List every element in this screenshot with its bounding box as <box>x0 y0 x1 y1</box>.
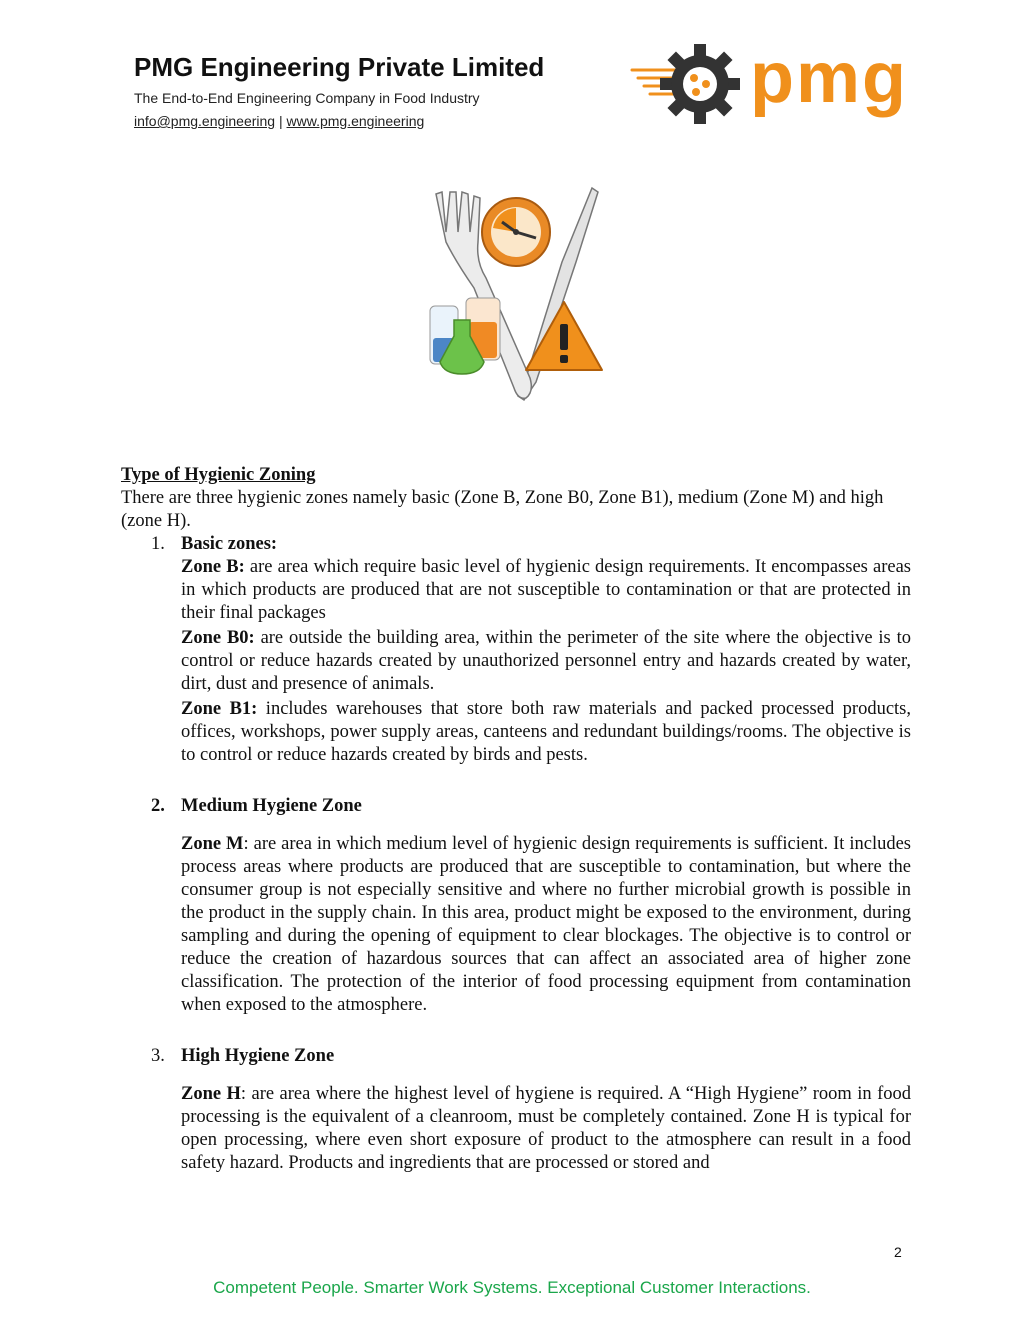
zone-paragraph <box>181 627 911 696</box>
contact-line <box>134 113 424 129</box>
page-number: 2 <box>894 1244 902 1260</box>
list-item <box>121 795 911 1017</box>
main-content <box>121 464 911 1175</box>
list-item <box>121 1045 911 1175</box>
lab-flasks-icon <box>430 298 500 374</box>
zone-label: Zone H <box>181 1084 241 1104</box>
company-tagline: The End-to-End Engineering Company in Food Industry <box>134 90 480 106</box>
zone-text: are outside the building area, within the perimeter of the site where the objective is to control or reduce hazards created by unauthorized personnel entry and hazards created by water, dirt, dust and presence of animals. <box>181 628 911 694</box>
clock-icon <box>482 198 550 266</box>
zone-text: are area which require basic level of hygienic design requirements. It encompasses areas in which products are produced that are not susceptible to contamination or that are protected in their final packages <box>181 557 911 623</box>
section-heading: Type of Hygienic Zoning <box>121 465 316 485</box>
zone-text: : are area in which medium level of hygienic design requirements is sufficient. It includes process areas where products are produced that are susceptible to contamination, but where the consumer group is not especially sensitive and where no further microbial growth is possible in the product in the supply chain. In this area, product might be exposed to the environment, during sampling and during the opening of equipment to clear blockages. The objective is to control or reduce the creation of hazardous sources that can affect an associated area of higher zone classification. The protection of the interior of food processing equipment from contamination when exposed to the atmosphere. <box>181 834 911 1015</box>
zone-paragraph <box>181 698 911 767</box>
list-item <box>121 533 911 767</box>
zone-text: includes warehouses that store both raw materials and packed processed products, offices, workshops, power supply areas, canteens and redundant buildings/rooms. The objective is to control or reduce hazards created by birds and pests. <box>181 699 911 765</box>
zone-label: Zone B: <box>181 557 245 577</box>
hygiene-illustration <box>426 182 602 404</box>
logo-wordmark: pmg <box>750 38 908 118</box>
contact-separator: | <box>278 113 283 129</box>
footer-slogan: Competent People. Smarter Work Systems. Exceptional Customer Interactions. <box>213 1278 811 1297</box>
list-number: 1. <box>151 534 165 554</box>
company-name: PMG Engineering Private Limited <box>134 52 545 82</box>
zone-label: Zone M <box>181 834 244 854</box>
item-title: High Hygiene Zone <box>181 1046 335 1066</box>
zone-paragraph <box>181 1083 911 1175</box>
intro-paragraph: There are three hygienic zones namely basic (Zone B, Zone B0, Zone B1), medium (Zone M) and high (zone H). <box>121 488 884 531</box>
zone-paragraph <box>181 833 911 1017</box>
zone-label: Zone B0: <box>181 628 255 648</box>
zone-label: Zone B1: <box>181 699 258 719</box>
gear-icon <box>660 44 740 124</box>
zone-paragraph <box>181 556 911 625</box>
email-link[interactable]: info@pmg.engineering <box>134 113 276 129</box>
item-title: Basic zones: <box>181 534 278 554</box>
item-title: Medium Hygiene Zone <box>181 796 362 816</box>
list-number: 3. <box>151 1046 165 1066</box>
list-number: 2. <box>151 796 165 816</box>
zone-text: : are area where the highest level of hygiene is required. A “High Hygiene” room in food processing is the equivalent of a cleanroom, must be completely contained. Zone H is typical for open processing, where even short exposure of product to the atmosphere can result in a food safety hazard. Products and ingredients that are processed or stored and <box>181 1084 911 1173</box>
warning-icon <box>526 302 602 370</box>
pmg-logo <box>630 38 908 130</box>
website-link[interactable]: www.pmg.engineering <box>286 113 425 129</box>
